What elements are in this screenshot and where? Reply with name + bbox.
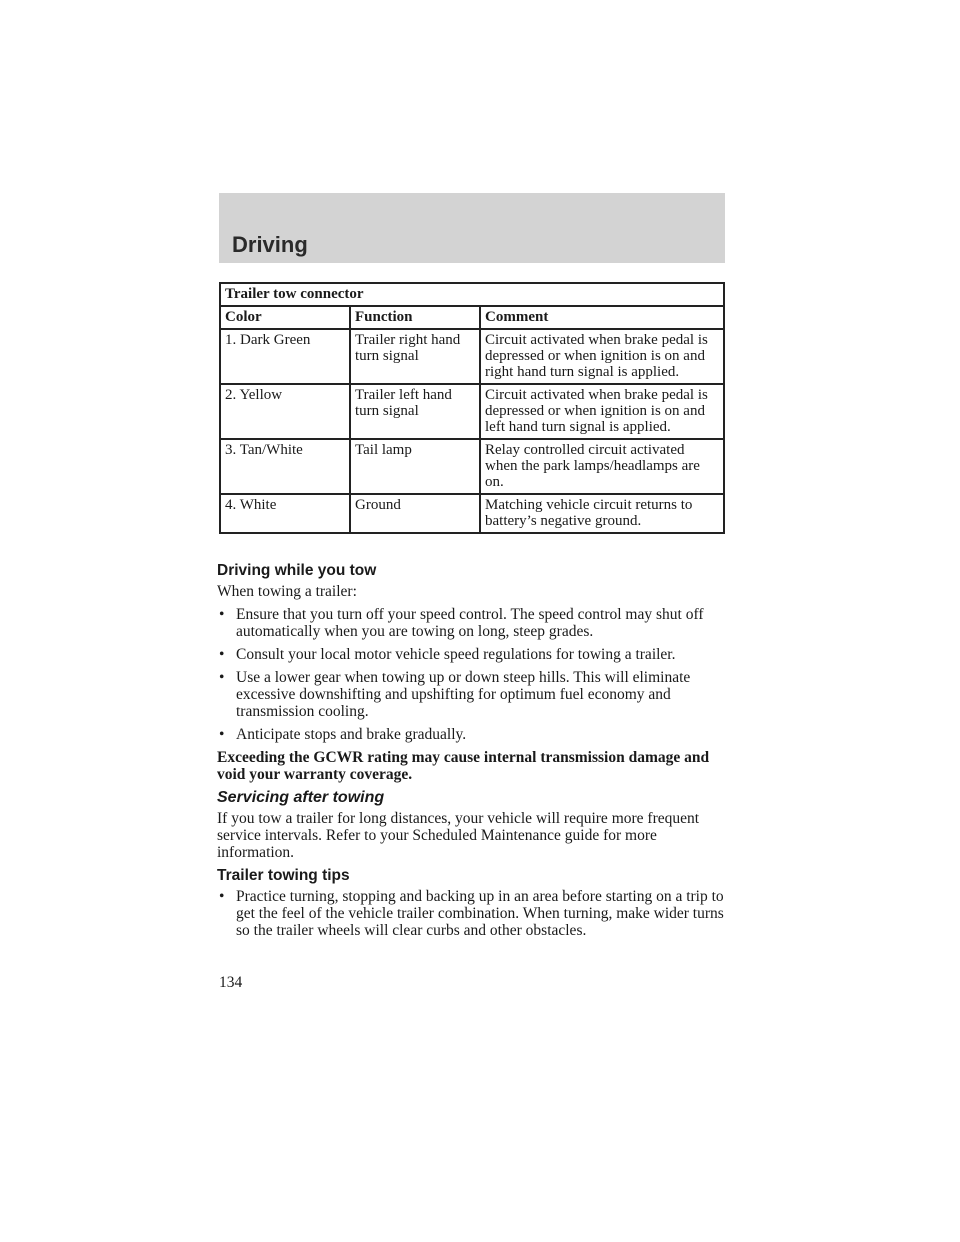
bullet: • [219, 646, 225, 663]
list-item [217, 646, 737, 663]
list-item [217, 888, 737, 939]
list-item [217, 726, 737, 743]
heading-servicing: Servicing after towing [217, 789, 385, 806]
cell-comment: Circuit activated when brake pedal is depressed or when ignition is on and left hand turn signal is applied. [480, 384, 724, 439]
cell-comment: Circuit activated when brake pedal is depressed or when ignition is on and right hand turn signal is applied. [480, 329, 724, 384]
list-item-text: Consult your local motor vehicle speed regulations for towing a trailer. [236, 646, 676, 663]
list-item-text: Use a lower gear when towing up or down steep hills. This will eliminate excessive downshifting and upshifting for optimum fuel economy and transmission cooling. [236, 669, 691, 720]
intro-text: When towing a trailer: [217, 583, 357, 600]
trailer-connector-table [219, 282, 725, 534]
cell-function: Trailer left hand turn signal [350, 384, 480, 439]
page-number: 134 [219, 974, 243, 991]
cell-function: Tail lamp [350, 439, 480, 494]
servicing-text: If you tow a trailer for long distances, your vehicle will require more frequent service intervals. Refer to your Scheduled Maintenance guide for more information. [217, 810, 700, 861]
body-content [217, 562, 737, 945]
bullet: • [219, 669, 225, 686]
section-title: Driving [232, 232, 308, 257]
list-item [217, 669, 737, 720]
cell-function: Ground [350, 494, 480, 533]
column-header-color: Color [220, 306, 350, 329]
table-row [220, 329, 724, 384]
table-row [220, 494, 724, 533]
table-title: Trailer tow connector [220, 283, 724, 306]
bullet: • [219, 726, 225, 743]
tips-list [217, 888, 737, 939]
bullet: • [219, 606, 225, 623]
cell-comment: Matching vehicle circuit returns to battery’s negative ground. [480, 494, 724, 533]
cell-color: 3. Tan/White [220, 439, 350, 494]
towing-list [217, 606, 737, 743]
bullet: • [219, 888, 225, 905]
list-item-text: Anticipate stops and brake gradually. [236, 726, 467, 743]
cell-color: 4. White [220, 494, 350, 533]
cell-color: 1. Dark Green [220, 329, 350, 384]
table-row [220, 384, 724, 439]
cell-color: 2. Yellow [220, 384, 350, 439]
table-row [220, 439, 724, 494]
column-header-comment: Comment [480, 306, 724, 329]
heading-driving-while-tow: Driving while you tow [217, 562, 377, 579]
column-header-function: Function [350, 306, 480, 329]
list-item [217, 606, 737, 640]
heading-tips: Trailer towing tips [217, 867, 350, 884]
cell-comment: Relay controlled circuit activated when the park lamps/headlamps are on. [480, 439, 724, 494]
cell-function: Trailer right hand turn signal [350, 329, 480, 384]
list-item-text: Practice turning, stopping and backing up in an area before starting on a trip to get the feel of the vehicle trailer combination. When turning, make wider turns so the trailer wheels will clear curbs and other obstacles. [236, 888, 724, 939]
gcwr-warning: Exceeding the GCWR rating may cause internal transmission damage and void your warranty coverage. [217, 749, 710, 783]
list-item-text: Ensure that you turn off your speed control. The speed control may shut off automatically when you are towing on long, steep grades. [236, 606, 704, 640]
